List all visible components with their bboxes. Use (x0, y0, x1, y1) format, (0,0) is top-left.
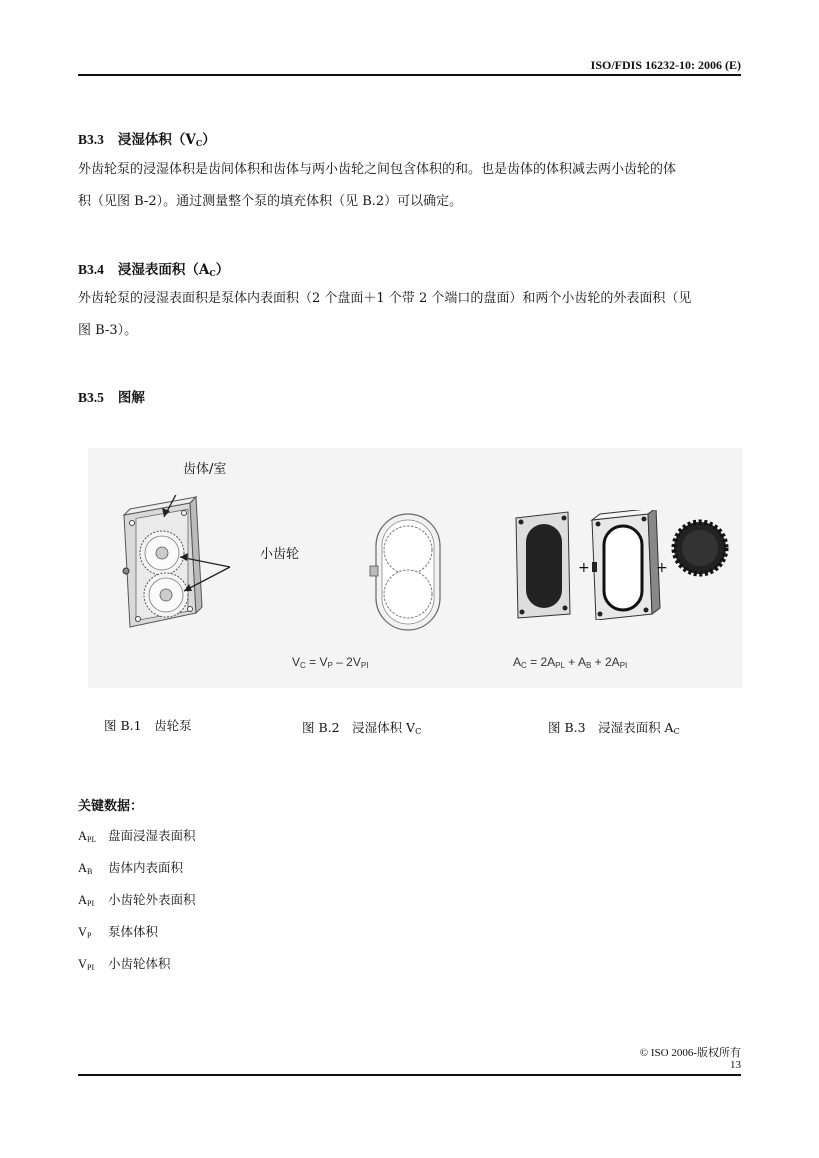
section-number: B3.5 (78, 390, 104, 405)
section-title: 浸湿表面积$(A_C)$ (117, 262, 230, 278)
gear-pump-illustration (110, 495, 340, 640)
key-heading: 关键数据： (78, 799, 144, 814)
footer-rule (78, 1074, 741, 1076)
key-item: $V_{PI}$ 小齿轮体积 (78, 956, 171, 972)
plus-sign: + (656, 560, 668, 576)
plus-sign: + (578, 560, 590, 576)
header-rule (78, 74, 741, 76)
section-number: B3.3 (78, 132, 104, 147)
section-b34-body (78, 283, 742, 347)
section-b35-heading (78, 386, 145, 406)
key-item: $V_P$ 泵体体积 (78, 924, 159, 940)
figure-caption-b2: 图 B.2 浸湿体积 $V_C$ (302, 720, 422, 736)
wetted-surface-equation: $A_C = 2A_{PL} + A_B + 2A_{PI}$ (513, 655, 628, 670)
figure-caption-b1: 图 B.1 齿轮泵 (104, 718, 192, 733)
section-title: 图解 (117, 390, 145, 406)
key-item: $A_{PI}$ 小齿轮外表面积 (78, 892, 196, 908)
section-title: 浸湿体积$(V_C)$ (117, 132, 216, 148)
section-b33-heading (78, 128, 216, 148)
section-number: B3.4 (78, 262, 104, 277)
document-id: ISO/FDIS 16232-10: 2006 (E) (590, 58, 741, 72)
section-b34-heading (78, 258, 229, 278)
wetted-volume-illustration (368, 510, 448, 635)
page-number: 13 (730, 1059, 741, 1071)
paragraph-line: 外齿轮泵的浸湿体积是齿间体积和齿体与两小齿轮之间包含体积的和。也是齿体的体积减去两小齿轮的体 (78, 162, 677, 177)
figure-caption-b3: 图 B.3 浸湿表面积 $A_C$ (548, 720, 680, 736)
section-b33-body (78, 154, 742, 218)
paragraph-line: 积（见图 B-2）。通过测量整个泵的填充体积（见 B.2）可以确定。 (78, 194, 463, 209)
wetted-volume-equation: $V_C = V_P - 2V_{PI}$ (292, 655, 369, 670)
wetted-surface-illustration (512, 510, 732, 620)
key-item: $A_{PL}$ 盘面浸湿表面积 (78, 828, 196, 844)
paragraph-line: 图 B-3）。 (78, 323, 138, 338)
copyright-notice: © ISO 2006-版权所有 (639, 1047, 741, 1059)
housing-label: 齿体/室 (183, 462, 227, 477)
paragraph-line: 外齿轮泵的浸湿表面积是泵体内表面积（2 个盘面＋1 个带 2 个端口的盘面）和两个小齿轮的外表面积（见 (78, 291, 692, 306)
key-item: $A_B$ 齿体内表面积 (78, 860, 184, 876)
gears-label: 小齿轮 (260, 547, 300, 562)
